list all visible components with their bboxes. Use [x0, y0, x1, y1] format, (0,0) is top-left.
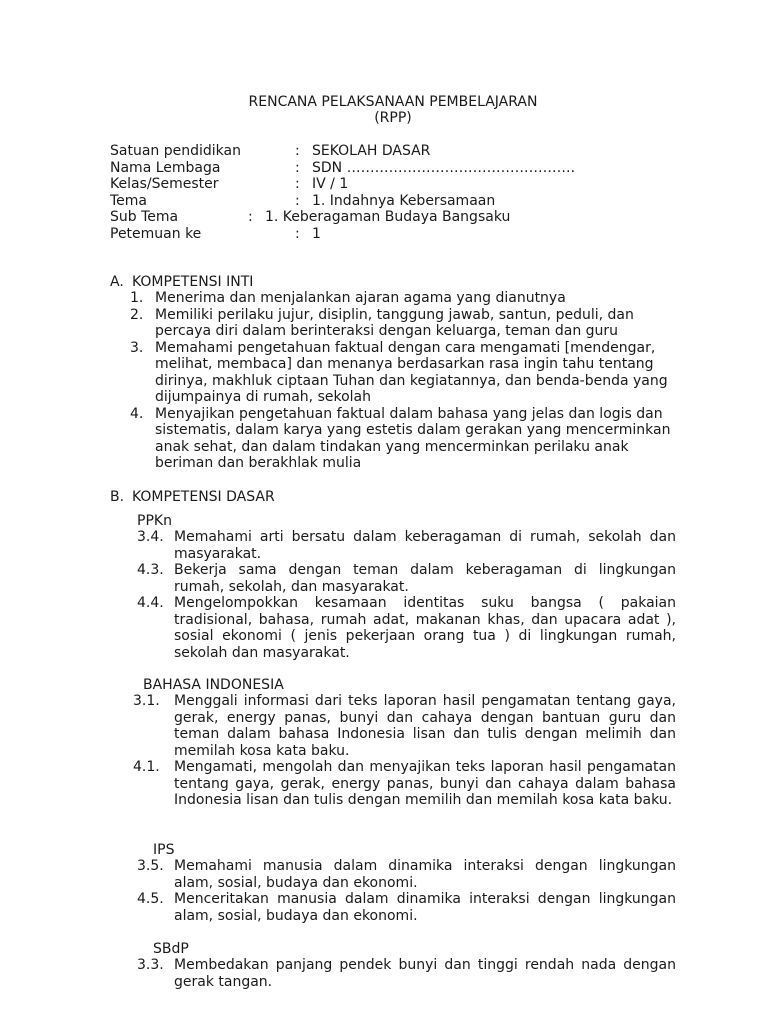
list-item [133, 693, 676, 759]
identity-value: IV / 1 [312, 176, 349, 192]
list-item [137, 891, 676, 924]
list-text: Memiliki perilaku jujur, disiplin, tanggung jawab, santun, peduli, dan percaya diri dalam berinteraksi dengan keluarga, teman dan guru [155, 306, 634, 339]
identity-colon: : [295, 225, 300, 242]
list-number: 4.1. [133, 759, 160, 775]
identity-value: SEKOLAH DASAR [312, 143, 431, 159]
list-item [137, 858, 676, 891]
list-text: Memahami arti bersatu dalam keberagaman di rumah, sekolah dan masyarakat. [174, 529, 676, 562]
list-number: 4.3. [137, 562, 164, 578]
kompetensi-inti-list [130, 290, 675, 472]
list-item [137, 562, 676, 595]
list-item [137, 957, 676, 990]
identity-label: Tema [110, 192, 148, 209]
identity-label: Nama Lembaga [110, 159, 221, 176]
identity-value: SDN …………………………………………. [312, 159, 576, 176]
list-number: 4.4. [137, 595, 164, 611]
document-subtitle: (RPP) [374, 110, 412, 126]
list-number: 3. [130, 339, 144, 356]
identity-colon: : [248, 209, 253, 225]
list-item [133, 759, 676, 809]
identity-label: Kelas/Semester [110, 176, 219, 192]
identity-value: 1. Indahnya Kebersamaan [312, 192, 496, 209]
identity-label: Sub Tema [110, 209, 179, 225]
ips-list [137, 858, 676, 924]
list-item [130, 307, 675, 340]
identity-colon: : [295, 176, 300, 192]
document-title: RENCANA PELAKSANAAN PEMBELAJARAN [248, 94, 538, 110]
ppkn-list [137, 529, 676, 661]
list-number: 3.3. [137, 957, 164, 973]
list-item [130, 406, 675, 472]
list-number: 3.1. [133, 693, 160, 709]
list-text: Menyajikan pengetahuan faktual dalam bahasa yang jelas dan logis dan sistematis, dalam karya yang estetis dalam gerakan yang mencerminkan anak sehat, dan dalam tindakan yang mencerminkan perilaku anak beriman dan berakhlak mulia [155, 405, 671, 471]
identity-label: Satuan pendidikan [110, 143, 241, 159]
list-text: Memahami pengetahuan faktual dengan cara mengamati [mendengar, melihat, membaca] dan menanya berdasarkan rasa ingin tahu tentang dirinya, makhluk ciptaan Tuhan dan kegiatannya, dan benda-benda yang dijumpainya di rumah, sekolah [155, 339, 668, 405]
sbdp-list [137, 957, 676, 990]
subject-title-bahasa-indonesia: BAHASA INDONESIA [143, 677, 284, 693]
list-number: 4.5. [137, 891, 164, 907]
list-item [130, 340, 675, 406]
list-number: 2. [130, 306, 144, 323]
list-number: 1. [130, 290, 144, 306]
list-item [137, 595, 676, 661]
list-item [137, 529, 676, 562]
list-number: 4. [130, 405, 144, 422]
list-item [130, 290, 675, 307]
section-letter: A. [110, 274, 124, 290]
list-text: Membedakan panjang pendek bunyi dan tinggi rendah nada dengan gerak tangan. [174, 957, 676, 990]
identity-value: 1 [312, 225, 321, 242]
identity-colon: : [295, 192, 300, 209]
list-text: Mengamati, mengolah dan menyajikan teks laporan hasil pengamatan tentang gaya, gerak, energy panas, bunyi dan cahaya dalam bahasa Indonesia lisan dan tulis dengan memilih dan memilah kosa kata baku. [174, 759, 676, 808]
list-text: Memahami manusia dalam dinamika interaksi dengan lingkungan alam, sosial, budaya dan ekonomi. [174, 858, 676, 891]
list-text: Menceritakan manusia dalam dinamika interaksi dengan lingkungan alam, sosial, budaya dan ekonomi. [174, 891, 676, 924]
identity-colon: : [295, 159, 300, 176]
bahasa-indonesia-list [133, 693, 676, 809]
list-text: Menggali informasi dari teks laporan hasil pengamatan tentang gaya, gerak, energy panas, bunyi dan cahaya dengan bantuan guru dan teman dalam bahasa Indonesia lisan dan tulis dengan melimih dan memilah kosa kata baku. [174, 693, 676, 759]
list-number: 3.5. [137, 858, 164, 874]
identity-colon: : [295, 143, 300, 159]
section-title: KOMPETENSI INTI [132, 274, 254, 290]
subject-title-ips: IPS [153, 842, 175, 858]
section-heading-kompetensi-inti [110, 274, 253, 291]
subject-title-sbdp: SBdP [153, 941, 189, 957]
list-text: Mengelompokkan kesamaan identitas suku bangsa ( pakaian tradisional, bahasa, rumah adat, makanan khas, dan upacara adat ), sosial ekonomi ( jenis pekerjaan orang tua ) di lingkungan rumah, sekolah dan masyarakat. [174, 595, 676, 661]
section-heading-kompetensi-dasar [110, 489, 275, 506]
section-title: KOMPETENSI DASAR [132, 489, 275, 505]
identity-label: Petemuan ke [110, 225, 202, 242]
list-text: Menerima dan menjalankan ajaran agama yang dianutnya [155, 290, 566, 306]
subject-title-ppkn: PPKn [137, 513, 172, 529]
section-letter: B. [110, 489, 125, 505]
identity-value: 1. Keberagaman Budaya Bangsaku [265, 209, 511, 225]
list-number: 3.4. [137, 529, 164, 545]
list-text: Bekerja sama dengan teman dalam keberagaman di lingkungan rumah, sekolah, dan masyarakat. [174, 562, 676, 595]
